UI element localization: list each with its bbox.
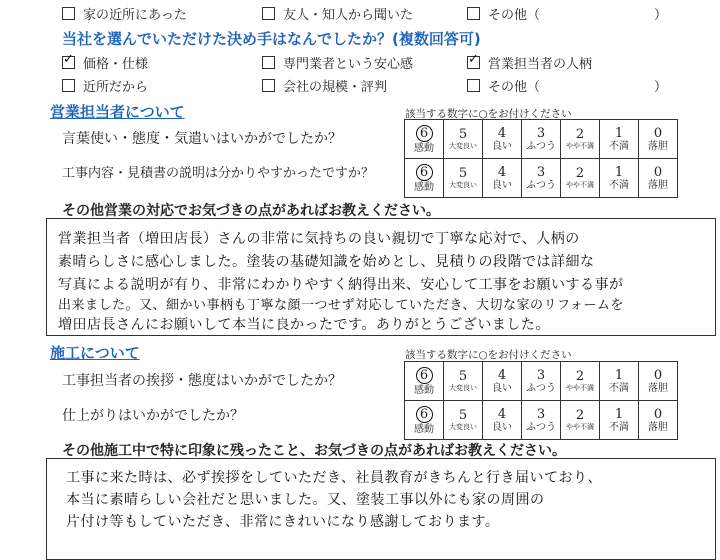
rating-label: 大変良い bbox=[449, 384, 477, 392]
rating-number bbox=[405, 164, 443, 181]
rating-label: 良い bbox=[492, 421, 512, 433]
construction-comment-line: 本当に素晴らしい会社だと思いました。又、塗装工事以外にも家の周囲の bbox=[66, 492, 545, 508]
sales-question-explanation: 工事内容・見積書の説明は分かりやすかったですか？ bbox=[62, 166, 375, 181]
sales-comment-line: 写真による説明が有り、非常にわかりやすく納得出来、安心して工事をお願いする事が bbox=[58, 277, 624, 293]
rating-option-0[interactable] bbox=[639, 362, 678, 401]
rating-number: 4 bbox=[497, 406, 507, 422]
rating-label: 感動 bbox=[414, 384, 434, 396]
rating-label: やや不満 bbox=[566, 181, 594, 189]
rating-label: 落胆 bbox=[648, 382, 668, 394]
decision-option-sales-personality[interactable]: ✓ 営業担当者の人柄 bbox=[467, 53, 592, 72]
rating-label: やや不満 bbox=[566, 384, 594, 392]
sales-question-manners: 言葉使い・態度・気遣いはいかがでしたか？ bbox=[62, 131, 342, 147]
decision-option-price[interactable]: ✓価格・仕様 bbox=[62, 53, 148, 72]
rating-number: 2 bbox=[575, 166, 585, 181]
rating-label: 良い bbox=[492, 382, 512, 394]
checkbox[interactable] bbox=[262, 79, 275, 92]
rating-label: ふつう bbox=[526, 421, 556, 433]
rating-number: 1 bbox=[614, 367, 624, 383]
checkbox[interactable] bbox=[262, 7, 275, 20]
selected-circle: 6 bbox=[416, 406, 433, 423]
rating-number bbox=[405, 125, 443, 142]
rating-label: ふつう bbox=[526, 179, 556, 191]
rating-number: 3 bbox=[536, 125, 546, 141]
rating-option-6[interactable] bbox=[405, 120, 444, 159]
rating-option-2[interactable] bbox=[561, 159, 600, 198]
rating-option-0[interactable] bbox=[639, 159, 678, 198]
rating-option-5[interactable] bbox=[444, 401, 483, 440]
sales-comment-line: 素晴らしさに感心しました。塗装の基礎知識を始めとし、見積りの段階では詳細な bbox=[58, 254, 595, 270]
rating-number: 5 bbox=[458, 127, 468, 142]
rating-label: 落胆 bbox=[648, 179, 668, 191]
rating-option-4[interactable] bbox=[483, 120, 522, 159]
construction-rating-row bbox=[405, 362, 678, 401]
rating-number: 2 bbox=[575, 369, 585, 384]
sales-comment-prompt: その他営業の対応でお気づきの点があればお教えください。 bbox=[62, 203, 440, 219]
rating-number: 5 bbox=[458, 369, 468, 384]
rating-label: 大変良い bbox=[449, 142, 477, 150]
reason-option-home[interactable]: 家の近所にあった bbox=[62, 4, 187, 23]
checkbox[interactable] bbox=[467, 79, 480, 92]
sales-section-heading: 営業担当者について bbox=[50, 103, 185, 121]
decision-other-close: ） bbox=[654, 80, 668, 95]
checkbox[interactable] bbox=[262, 56, 275, 69]
rating-number: 0 bbox=[653, 406, 663, 422]
checkbox[interactable] bbox=[467, 7, 480, 20]
rating-option-4[interactable] bbox=[483, 362, 522, 401]
rating-label: 落胆 bbox=[648, 140, 668, 152]
rating-option-5[interactable] bbox=[444, 159, 483, 198]
rating-option-3[interactable] bbox=[522, 159, 561, 198]
rating-label: 落胆 bbox=[648, 421, 668, 433]
decision-question: 当社を選んでいただけた決め手はなんでしたか？(複数回答可) bbox=[62, 30, 481, 48]
decision-option-nearby[interactable]: 近所だから bbox=[62, 76, 148, 95]
rating-number: 0 bbox=[653, 125, 663, 141]
sales-rating-instruction: 該当する数字に○をお付けください bbox=[405, 108, 572, 120]
rating-option-3[interactable] bbox=[522, 362, 561, 401]
sales-rating-table bbox=[404, 119, 678, 198]
rating-label: 不満 bbox=[609, 179, 629, 191]
rating-label: ふつう bbox=[526, 140, 556, 152]
rating-label: やや不満 bbox=[566, 142, 594, 150]
checkbox-checked[interactable] bbox=[62, 56, 75, 69]
sales-comment-line: 営業担当者（増田店長）さんの非常に気持ちの良い親切で丁寧な応対で、人柄の bbox=[58, 231, 580, 247]
rating-option-4[interactable] bbox=[483, 159, 522, 198]
selected-circle: 6 bbox=[416, 125, 433, 142]
rating-label: 良い bbox=[492, 140, 512, 152]
checkbox-checked[interactable] bbox=[467, 56, 480, 69]
reason-option-friend[interactable]: 友人・知人から聞いた bbox=[262, 4, 413, 23]
rating-option-3[interactable] bbox=[522, 120, 561, 159]
rating-label: 不満 bbox=[609, 382, 629, 394]
rating-number: 1 bbox=[614, 125, 624, 141]
rating-number: 2 bbox=[575, 408, 585, 423]
rating-number: 3 bbox=[536, 164, 546, 180]
rating-option-0[interactable] bbox=[639, 120, 678, 159]
construction-comment-line: 工事に来た時は、必ず挨拶をしていただき、社員教育がきちんと行き届いており、 bbox=[66, 470, 602, 486]
rating-label: 不満 bbox=[609, 421, 629, 433]
rating-option-4[interactable] bbox=[483, 401, 522, 440]
rating-number: 4 bbox=[497, 125, 507, 141]
rating-option-2[interactable] bbox=[561, 120, 600, 159]
rating-option-6[interactable] bbox=[405, 401, 444, 440]
rating-option-1[interactable] bbox=[600, 401, 639, 440]
rating-label: 感動 bbox=[414, 181, 434, 193]
rating-option-1[interactable] bbox=[600, 159, 639, 198]
rating-number: 1 bbox=[614, 406, 624, 422]
rating-number: 1 bbox=[614, 164, 624, 180]
decision-option-specialist[interactable]: 専門業者という安心感 bbox=[262, 53, 413, 72]
rating-option-6[interactable] bbox=[405, 159, 444, 198]
construction-rating-instruction: 該当する数字に○をお付けください bbox=[405, 349, 572, 361]
rating-number bbox=[405, 367, 443, 384]
rating-label: 不満 bbox=[609, 140, 629, 152]
rating-label: 大変良い bbox=[449, 181, 477, 189]
rating-option-1[interactable] bbox=[600, 120, 639, 159]
construction-section-heading: 施工について bbox=[50, 344, 140, 362]
rating-option-2[interactable] bbox=[561, 362, 600, 401]
construction-rating-row bbox=[405, 401, 678, 440]
rating-label: 感動 bbox=[414, 142, 434, 154]
sales-rating-row bbox=[405, 159, 678, 198]
rating-label: 大変良い bbox=[449, 423, 477, 431]
reason-option-other[interactable]: その他（ bbox=[467, 4, 540, 23]
rating-number: 5 bbox=[458, 166, 468, 181]
rating-number: 2 bbox=[575, 127, 585, 142]
decision-option-other[interactable]: その他（ bbox=[467, 76, 540, 95]
rating-number: 0 bbox=[653, 367, 663, 383]
selected-circle: 6 bbox=[416, 367, 433, 384]
checkbox[interactable] bbox=[62, 7, 75, 20]
sales-comment-line: 出来ました。又、細かい事柄も丁寧な顔一つせず対応していただき、大切な家のリフォームを bbox=[58, 298, 624, 313]
rating-label: 良い bbox=[492, 179, 512, 191]
checkbox[interactable] bbox=[62, 79, 75, 92]
rating-number: 4 bbox=[497, 367, 507, 383]
rating-number: 3 bbox=[536, 406, 546, 422]
decision-option-company-size[interactable]: 会社の規模・評判 bbox=[262, 76, 387, 95]
construction-rating-table bbox=[404, 361, 678, 440]
rating-label: 感動 bbox=[414, 423, 434, 435]
reason-other-close: ） bbox=[654, 8, 668, 23]
sales-rating-row bbox=[405, 120, 678, 159]
construction-question-finish: 仕上がりはいかがでしたか？ bbox=[62, 408, 244, 424]
rating-number: 3 bbox=[536, 367, 546, 383]
construction-comment-line: 片付け等もしていただき、非常にきれいになり感謝しております。 bbox=[66, 514, 500, 530]
rating-option-6[interactable] bbox=[405, 362, 444, 401]
rating-option-5[interactable] bbox=[444, 362, 483, 401]
rating-label: やや不満 bbox=[566, 423, 594, 431]
selected-circle: 6 bbox=[416, 164, 433, 181]
rating-label: ふつう bbox=[526, 382, 556, 394]
rating-option-0[interactable] bbox=[639, 401, 678, 440]
rating-option-5[interactable] bbox=[444, 120, 483, 159]
rating-option-2[interactable] bbox=[561, 401, 600, 440]
rating-option-1[interactable] bbox=[600, 362, 639, 401]
rating-number: 0 bbox=[653, 164, 663, 180]
rating-number: 4 bbox=[497, 164, 507, 180]
rating-option-3[interactable] bbox=[522, 401, 561, 440]
rating-number: 5 bbox=[458, 408, 468, 423]
sales-comment-line: 増田店長さんにお願いして本当に良かったです。ありがとうございました。 bbox=[58, 317, 550, 333]
rating-number bbox=[405, 406, 443, 423]
construction-comment-prompt: その他施工中で特に印象に残ったこと、お気づきの点があればお教えください。 bbox=[62, 443, 566, 459]
construction-question-greeting: 工事担当者の挨拶・態度はいかがでしたか？ bbox=[62, 373, 342, 389]
